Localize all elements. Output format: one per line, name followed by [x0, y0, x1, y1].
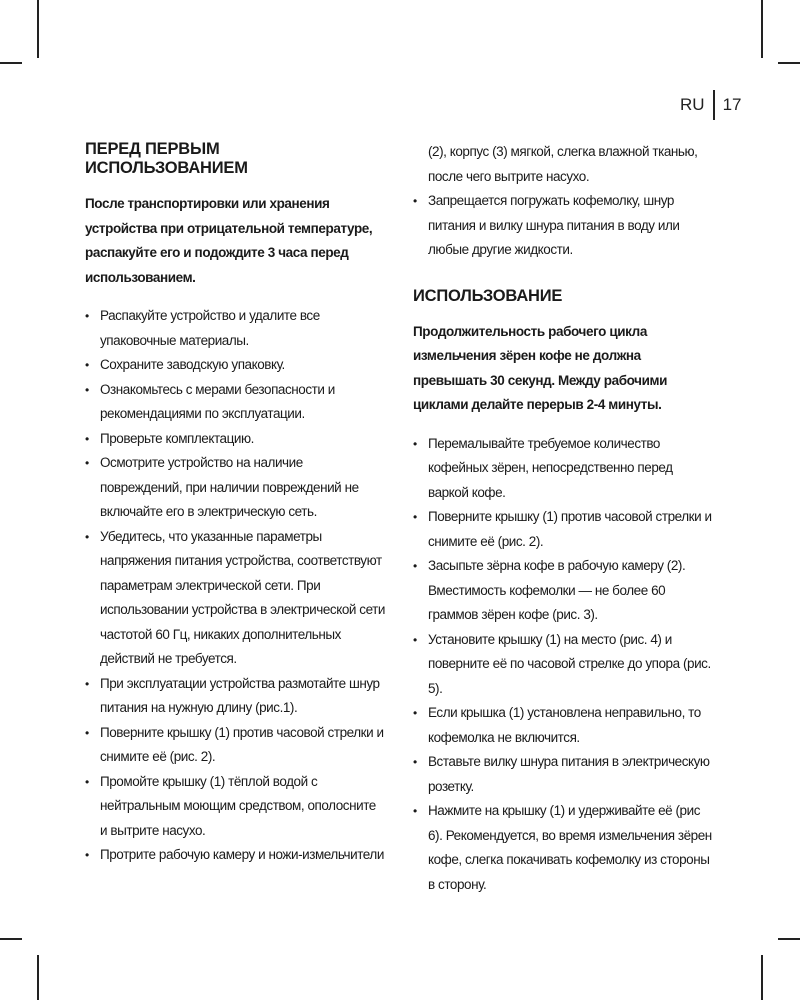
list-item-continuation: (2), корпус (3) мягкой, слегка влажной тканью, после чего вытрите насухо. — [428, 144, 698, 184]
list-item: • Распакуйте устройство и удалите все упаковочные материалы. — [85, 304, 385, 353]
header-separator — [713, 90, 715, 120]
crop-mark — [761, 0, 763, 58]
list-item: • Перемалывайте требуемое количество кофейных зёрен, непосредственно перед варкой кофе. — [413, 432, 715, 506]
list-item: • Поверните крышку (1) против часовой стрелки и снимите её (рис. 2). — [413, 505, 715, 554]
crop-mark — [778, 62, 800, 64]
section-intro: После транспортировки или хранения устройства при отрицательной температуре, распакуйте его и подождите 3 часа перед использованием. — [85, 196, 373, 285]
list-item: • Запрещается погружать кофемолку, шнур питания и вилку шнура питания в воду или любые другие жидкости. — [413, 189, 715, 263]
list-item: • Убедитесь, что указанные параметры напряжения питания устройства, соответствуют параметрам электрической сети. При использовании устройства в электрической сети частотой 60 Гц, никаких дополнительных действий не требуется. — [85, 525, 385, 672]
crop-mark — [778, 938, 800, 940]
list-item: • Протрите рабочую камеру и ножи-измельчители — [85, 843, 385, 868]
right-column — [413, 140, 715, 897]
crop-mark — [0, 62, 22, 64]
crop-mark — [37, 0, 39, 58]
list-item: • При эксплуатации устройства размотайте шнур питания на нужную длину (рис.1). — [85, 672, 385, 721]
list-item: • Ознакомьтесь с мерами безопасности и рекомендациями по эксплуатации. — [85, 378, 385, 427]
list-item: • Установите крышку (1) на место (рис. 4) и поверните её по часовой стрелке до упора (рис. 5). — [413, 628, 715, 702]
list-item: • Сохраните заводскую упаковку. — [85, 353, 385, 378]
page-header — [680, 90, 741, 120]
instruction-list — [413, 432, 715, 898]
crop-mark — [37, 955, 39, 1000]
instruction-list-continued — [413, 140, 715, 263]
list-item: • Если крышка (1) установлена неправильно, то кофемолка не включится. — [413, 701, 715, 750]
list-item: • Нажмите на крышку (1) и удерживайте её (рис 6). Рекомендуется, во время измельчения зёрен кофе, слегка покачивать кофемолку из стороны в сторону. — [413, 799, 715, 897]
section-heading-before-first-use: ПЕРЕД ПЕРВЫМ ИСПОЛЬЗОВАНИЕМ — [85, 140, 248, 177]
list-item: • Промойте крышку (1) тёплой водой с нейтральным моющим средством, ополосните и вытрите насухо. — [85, 770, 385, 844]
list-item: • Осмотрите устройство на наличие повреждений, при наличии повреждений не включайте его в электрическую сеть. — [85, 451, 385, 525]
page-number: 17 — [722, 95, 742, 114]
list-item: • Проверьте комплектацию. — [85, 427, 385, 452]
list-item: • Засыпьте зёрна кофе в рабочую камеру (2). Вместимость кофемолки — не более 60 граммов зёрен кофе (рис. 3). — [413, 554, 715, 628]
list-item: • Поверните крышку (1) против часовой стрелки и снимите её (рис. 2). — [85, 721, 385, 770]
left-column — [85, 140, 385, 868]
instruction-list — [85, 304, 385, 868]
section-heading-usage: ИСПОЛЬЗОВАНИЕ — [413, 286, 563, 305]
crop-mark — [0, 938, 22, 940]
crop-mark — [761, 955, 763, 1000]
list-item: • Вставьте вилку шнура питания в электрическую розетку. — [413, 750, 715, 799]
language-code: RU — [680, 95, 705, 114]
section-intro: Продолжительность рабочего цикла измельчения зёрен кофе не должна превышать 30 секунд. Между рабочими циклами делайте перерыв 2-4 минуты. — [413, 323, 667, 412]
